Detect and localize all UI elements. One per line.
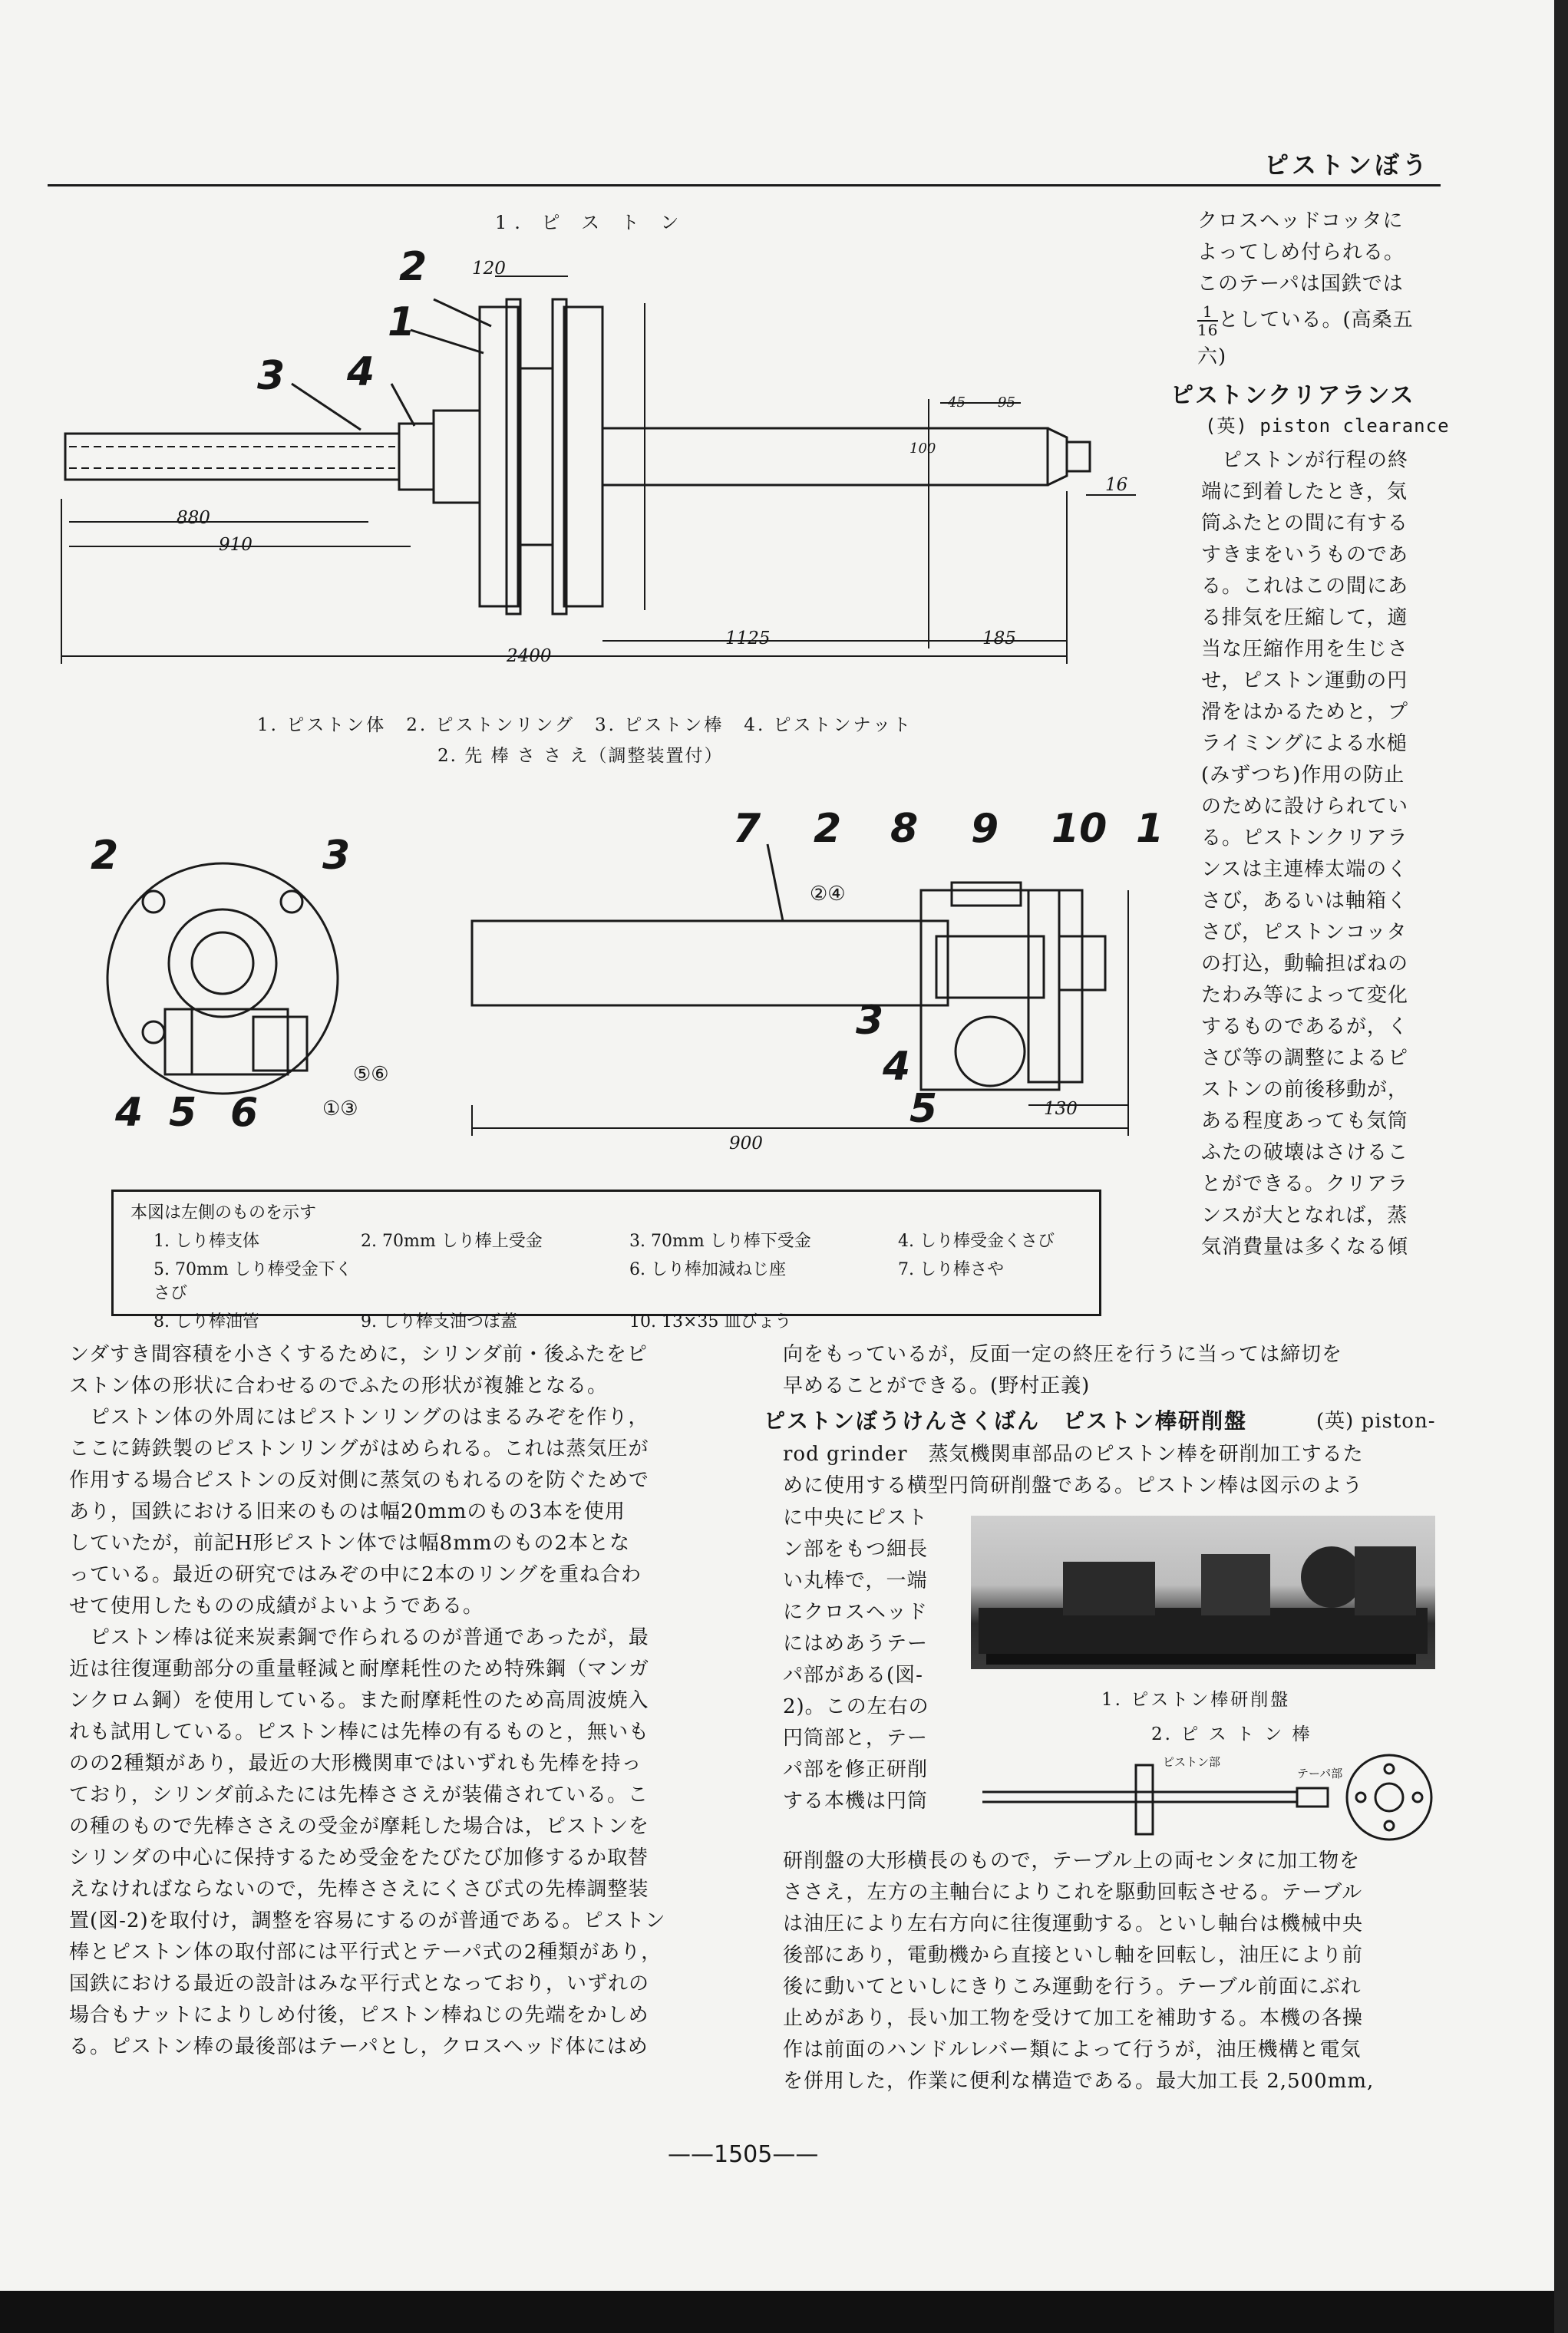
text-line: る。ピストンクリアラ <box>1201 827 1408 850</box>
left-column <box>69 1339 737 2063</box>
text-line: さび等の調整によるピ <box>1201 1047 1409 1070</box>
text-line: パ部を修正研削 <box>783 1758 929 1781</box>
text-line: めに使用する横型円筒研削盤である。ピストン棒は図示のよう <box>783 1474 1364 1497</box>
right-callout-8: 8 <box>890 806 919 852</box>
text-line: 場合もナットによりしめ付後，ピストン棒ねじの先端をかしめ <box>69 2004 649 2027</box>
callout-4: 4 <box>347 349 375 395</box>
text-line: ふたの破壊はさけるこ <box>1201 1141 1409 1164</box>
term-piston-clearance: ピストンクリアランス <box>1170 382 1415 409</box>
grinder-silhouette <box>971 1516 1435 1669</box>
left-callout-4: 4 <box>115 1090 144 1136</box>
text-line: い丸棒で，一端 <box>783 1569 928 1592</box>
text-line: せて使用したものの成績がよいようである。 <box>69 1595 484 1618</box>
end-view-drawing <box>100 856 361 1117</box>
dim-900: 900 <box>729 1134 763 1153</box>
right-callout-5: 5 <box>909 1086 938 1132</box>
photo-caption: 1. ピストン棒研削盤 <box>1101 1690 1291 1710</box>
text-line: あり，国鉄における旧来のものは幅20mmのもの3本を使用 <box>69 1500 626 1523</box>
text-line: ンクロム鋼）を使用している。また耐摩耗性のため高周波焼入 <box>69 1689 649 1712</box>
text-line: ストンの前後移動が， <box>1201 1078 1409 1101</box>
wrap-text <box>783 1503 967 1817</box>
legend-box <box>111 1190 1101 1331</box>
text-line: する本機は円筒 <box>783 1790 929 1813</box>
legend-item: 2. 70mm しり棒上受金 <box>361 1232 543 1251</box>
term-piston-rod-grinder: ピストンぼうけんさくばん ピストン棒研削盤 <box>764 1408 1248 1434</box>
text-line: クロスヘッドコッタに <box>1197 210 1404 233</box>
text-line: のの2種類があり，最近の大形機関車ではいずれも先棒を持っ <box>69 1752 642 1775</box>
text-line: ており，シリンダ前ふたには先棒ささえが装備されている。こ <box>69 1784 649 1807</box>
dim-880: 880 <box>177 508 210 528</box>
text-line: ンスが大となれば，蒸 <box>1201 1204 1408 1227</box>
text-line: 向をもっているが，反面一定の終圧を行うに当っては締切を <box>783 1343 1343 1366</box>
text-line: にクロスヘッド <box>783 1601 929 1624</box>
right-callout-1: 1 <box>1136 806 1164 852</box>
fraction-line: $\frac{1}{16}$ としている。(高桑五 <box>1197 302 1414 339</box>
figure1-title: 1. ピ ス ト ン <box>495 212 687 233</box>
left-callout-3: 3 <box>322 833 351 879</box>
mid-column-body <box>783 1439 1443 1502</box>
text-line: していたが，前記H形ピストン体では幅8mmのもの2本とな <box>69 1532 631 1555</box>
english-term: (英) piston clearance <box>1205 415 1450 437</box>
legend-item: 1. しり棒支体 <box>153 1232 259 1251</box>
text-line: 作は前面のハンドルレバー類によって行うが，油圧機構と電気 <box>783 2038 1362 2061</box>
left-callout-5: 5 <box>169 1090 197 1136</box>
text-line: ピストン体の外周にはピストンリングのはまるみぞを作り， <box>69 1406 649 1429</box>
right-callout-7: 7 <box>733 806 761 852</box>
fraction: $\frac{1}{16}$ <box>1197 302 1219 339</box>
text-line: ある程度あっても気筒 <box>1201 1110 1408 1133</box>
left-callout-2: 2 <box>91 833 119 879</box>
text-line: ピストン棒は従来炭素鋼で作られるのが普通であったが，最 <box>69 1626 649 1649</box>
label-taper-part: テーパ部 <box>1297 1767 1343 1780</box>
callout-2: 2 <box>399 244 427 290</box>
text-line: 六) <box>1197 345 1227 368</box>
text-line: は油圧により左右方向に往復運動する。といし軸台は機械中央 <box>783 1912 1364 1935</box>
text-line: このテーパは国鉄では <box>1197 272 1404 295</box>
text-line: ピストンが行程の終 <box>1201 449 1409 472</box>
text-line: る。これはこの間にあ <box>1201 575 1409 598</box>
text-line: のために設けられてい <box>1201 795 1409 818</box>
piston-rod-caption: 2. ピ ス ト ン 棒 <box>1151 1724 1312 1744</box>
legend-item: 3. 70mm しり棒下受金 <box>629 1232 811 1251</box>
english-term-a: (英) piston- <box>1316 1410 1436 1433</box>
circled-13: ①③ <box>322 1097 358 1120</box>
text-line: 国鉄における最近の設計はみな平行式となっており，いずれの <box>69 1972 650 1995</box>
text-line: ストン体の形状に合わせるのでふたの形状が複雑となる。 <box>69 1374 609 1397</box>
text-line: さび，ピストンコッタ <box>1201 921 1408 944</box>
text-line: 早めることができる。(野村正義) <box>783 1374 1091 1397</box>
mid-column-top <box>783 1339 1443 1402</box>
text-line: に中央にピスト <box>783 1506 929 1529</box>
text-line: 筒ふたとの間に有する <box>1201 512 1409 535</box>
text-line: 止めがあり，長い加工物を受けて加工を補助する。本機の各操 <box>783 2007 1364 2030</box>
dim-130: 130 <box>1044 1099 1078 1119</box>
piston-drawing <box>46 246 1167 675</box>
mid-column-bottom <box>783 1846 1443 2097</box>
legend-item: 7. しり棒さや <box>898 1260 1004 1279</box>
right-scan-edge <box>1554 0 1568 2333</box>
text-line: ささえ，左方の主軸台によりこれを駆動回転させる。テーブル <box>783 1881 1363 1904</box>
right-callout-4: 4 <box>883 1044 911 1090</box>
dim-1125: 1125 <box>725 629 771 648</box>
text-line: の種のもので先棒ささえの受金が摩耗した場合は，ピストンを <box>69 1815 650 1838</box>
text-line: 後部にあり，電動機から直接といし軸を回転し，油圧により前 <box>783 1944 1364 1967</box>
text-line: 当な圧縮作用を生じさ <box>1201 638 1409 661</box>
legend-item: 9. しり棒支油つぼ蓋 <box>361 1312 517 1331</box>
text-line: 2)。この左右の <box>783 1695 929 1718</box>
text-line: 端に到着したとき，気 <box>1201 480 1408 503</box>
legend-title: 本図は左側のものを示す <box>130 1203 317 1223</box>
dim-16: 16 <box>1105 475 1128 495</box>
text-line: パ部がある(図- <box>783 1664 923 1687</box>
page-number: ——1505—— <box>668 2141 819 2168</box>
figure2-title: 2. 先 棒 さ さ え（調整装置付） <box>437 746 724 766</box>
grinder-photo <box>971 1516 1435 1669</box>
figure1-caption: 1. ピストン体 2. ピストンリング 3. ピストン棒 4. ピストンナット <box>257 715 913 735</box>
text-line: 滑をはかるためと，プ <box>1201 701 1409 724</box>
text-line: れも試用している。ピストン棒には先棒の有るものと，無いも <box>69 1721 650 1744</box>
text-line: シリンダの中心に保持するため受金をたびたび加修するか取替 <box>69 1846 649 1869</box>
dim-910: 910 <box>219 535 253 555</box>
text-line: る排気を圧縮して，適 <box>1201 606 1408 629</box>
text-line: せ，ピストン運動の円 <box>1201 669 1408 692</box>
text-line: ここに鋳鉄製のピストンリングがはめられる。これは蒸気圧が <box>69 1437 649 1460</box>
text-line: にはめあうテー <box>783 1632 929 1655</box>
text-line: る。ピストン棒の最後部はテーパとし，クロスヘッド体にはめ <box>69 2035 649 2058</box>
legend-item: 6. しり棒加減ねじ座 <box>629 1260 786 1279</box>
text-line: っている。最近の研究ではみぞの中に2本のリングを重ね合わ <box>69 1563 642 1586</box>
dim-100: 100 <box>909 441 936 457</box>
text-line: たわみ等によって変化 <box>1201 984 1409 1007</box>
text-line: とができる。クリアラ <box>1201 1173 1409 1196</box>
callout-1: 1 <box>388 299 416 345</box>
text-line: 研削盤の大形横長のもので，テーブル上の両センタに加工物を <box>783 1850 1361 1873</box>
text-line: 作用する場合ピストンの反対側に蒸気のもれるのを防ぐためで <box>69 1469 650 1492</box>
legend-item: 5. 70mm しり棒受金下くさび <box>153 1260 352 1303</box>
text-line: えなければならないので，先棒ささえにくさび式の先棒調整装 <box>69 1878 649 1901</box>
text-line: するものであるが，く <box>1201 1015 1409 1038</box>
right-callout-9: 9 <box>971 806 999 852</box>
text-line: ンスは主連棒太端のく <box>1201 858 1408 881</box>
text-line: を併用した，作業に便利な構造である。最大加工長 2,500mm, <box>783 2070 1375 2093</box>
running-title: ピストンぼう <box>1263 150 1430 180</box>
dim-45: 45 <box>948 394 966 411</box>
text-line: 置(図-2)を取付け，調整を容易にするのが普通である。ピストン <box>69 1909 666 1932</box>
circled-24: ②④ <box>810 883 846 906</box>
text-line: 円筒部と，テー <box>783 1727 929 1750</box>
text-line: 気消費量は多くなる傾 <box>1201 1236 1409 1259</box>
text-line: の打込，動輪担ばねの <box>1201 952 1409 975</box>
text-line: よってしめ付られる。 <box>1197 241 1405 264</box>
dim-2400: 2400 <box>507 646 552 666</box>
text-line: rod grinder 蒸気機関車部品のピストン棒を研削加工するた <box>783 1443 1364 1466</box>
dim-185: 185 <box>982 629 1016 648</box>
text-line: すきまをいうものであ <box>1201 543 1409 566</box>
text-line: ライミングによる水槌 <box>1201 732 1408 755</box>
text-line: (みずつち)作用の防止 <box>1201 764 1405 787</box>
text-line: ン部をもつ細長 <box>783 1538 929 1561</box>
label-piston-part: ピストン部 <box>1163 1755 1221 1769</box>
dim-95: 95 <box>998 394 1015 411</box>
bottom-scan-edge <box>0 2291 1568 2333</box>
header-rule <box>48 184 1441 186</box>
callout-3: 3 <box>257 353 286 399</box>
right-callout-2: 2 <box>814 806 842 852</box>
text-line: 棒とピストン体の取付部には平行式とテーパ式の2種類があり， <box>69 1941 662 1964</box>
circled-56: ⑤⑥ <box>353 1063 389 1086</box>
text-line: ンダすき間容積を小さくするために，シリンダ前・後ふたをピ <box>69 1343 648 1366</box>
legend-item: 4. しり棒受金くさび <box>898 1232 1055 1251</box>
text-line: 近は往復運動部分の重量軽減と耐摩耗性のため特殊鋼（マンガ <box>69 1658 650 1681</box>
legend-item: 10. 13×35 皿びょう <box>629 1312 792 1331</box>
clearance-body <box>1201 445 1439 1263</box>
text-line: さび，あるいは軸箱く <box>1201 889 1408 912</box>
dim-120: 120 <box>472 259 506 279</box>
left-callout-6: 6 <box>230 1090 259 1136</box>
right-callout-3: 3 <box>856 998 884 1044</box>
right-column <box>1197 206 1443 373</box>
right-callout-10: 10 <box>1051 806 1108 852</box>
legend-item: 8. しり棒油管 <box>153 1312 259 1331</box>
text-line: 後に動いてといしにきりこみ運動を行う。テーブル前面にぶれ <box>783 1975 1362 1998</box>
